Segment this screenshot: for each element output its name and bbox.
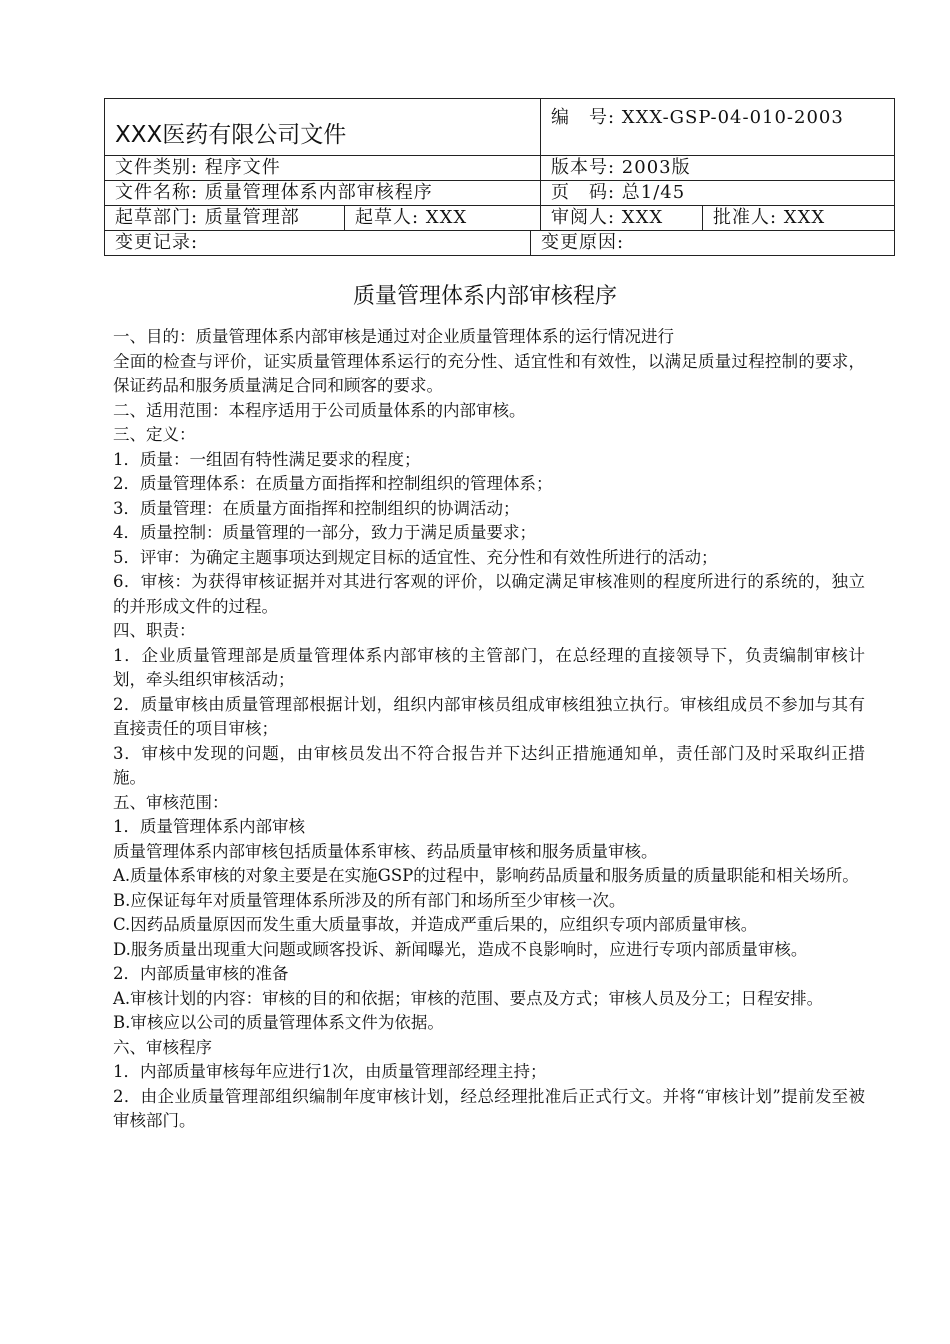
list-item: 2．质量审核由质量管理部根据计划，组织内部审核员组成审核组独立执行。审核组成员不参加与其有直接责任的项目审核； bbox=[113, 694, 865, 738]
list-item: 4．质量控制：质量管理的一部分，致力于满足质量要求； bbox=[113, 523, 536, 542]
change-reason: 变更原因: bbox=[531, 231, 895, 256]
change-record: 变更记录: bbox=[105, 231, 531, 256]
list-item: 6．审核：为获得审核证据并对其进行客观的评价，以确定满足审核准则的程度所进行的系统的，独立的并形成文件的过程。 bbox=[113, 572, 865, 616]
list-item: 1．企业质量管理部是质量管理体系内部审核的主管部门，在总经理的直接领导下，负责编制审核计划，牵头组织审核活动； bbox=[113, 645, 865, 689]
paragraph: 一、目的：质量管理体系内部审核是通过对企业质量管理体系的运行情况进行 bbox=[113, 327, 674, 346]
paragraph: 二、适用范围：本程序适用于公司质量体系的内部审核。 bbox=[113, 400, 526, 420]
list-item: B.审核应以公司的质量管理体系文件为依据。 bbox=[113, 1013, 444, 1032]
section-heading: 四、职责： bbox=[113, 621, 196, 640]
list-item: 2．质量管理体系：在质量方面指挥和控制组织的管理体系； bbox=[113, 474, 553, 493]
page-number: 页 码: 总1/45 bbox=[541, 181, 895, 206]
drafting-department: 起草部门: 质量管理部 bbox=[105, 206, 345, 231]
document-number: 编 号: XXX-GSP-04-010-2003 bbox=[541, 99, 895, 156]
list-item: 2．内部质量审核的准备 bbox=[113, 964, 289, 983]
document-title: 质量管理体系内部审核程序 bbox=[352, 284, 617, 309]
version-number: 版本号: 2003版 bbox=[541, 156, 895, 181]
list-item: C.因药品质量原因而发生重大质量事故，并造成严重后果的，应组织专项内部质量审核。 bbox=[113, 915, 758, 934]
list-item: B.应保证每年对质量管理体系所涉及的所有部门和场所至少审核一次。 bbox=[113, 890, 626, 910]
section-heading: 三、定义： bbox=[113, 425, 196, 444]
drafter: 起草人: XXX bbox=[345, 206, 541, 231]
list-item: 3．审核中发现的问题，由审核员发出不符合报告并下达纠正措施通知单，责任部门及时采取纠正措施。 bbox=[113, 743, 865, 787]
approver: 批准人: XXX bbox=[703, 206, 895, 231]
list-item: D.服务质量出现重大问题或顾客投诉、新闻曝光，造成不良影响时，应进行专项内部质量审核。 bbox=[113, 939, 808, 959]
document-body bbox=[113, 325, 865, 1134]
document-category: 文件类别: 程序文件 bbox=[105, 156, 541, 181]
paragraph: 质量管理体系内部审核包括质量体系审核、药品质量审核和服务质量审核。 bbox=[113, 841, 658, 861]
list-item: A.审核计划的内容：审核的目的和依据；审核的范围、要点及方式；审核人员及分工；日程安排。 bbox=[113, 988, 824, 1008]
list-item: 1．质量：一组固有特性满足要求的程度； bbox=[113, 449, 421, 469]
list-item: 1．内部质量审核每年应进行1次，由质量管理部经理主持； bbox=[113, 1062, 547, 1081]
list-item: 1．质量管理体系内部审核 bbox=[113, 817, 305, 836]
company-name: XXX医药有限公司文件 bbox=[105, 99, 541, 156]
section-heading: 五、审核范围： bbox=[113, 792, 229, 812]
list-item: 3．质量管理：在质量方面指挥和控制组织的协调活动； bbox=[113, 498, 520, 518]
document-name: 文件名称: 质量管理体系内部审核程序 bbox=[105, 181, 541, 206]
list-item: 5．评审：为确定主题事项达到规定目标的适宜性、充分性和有效性所进行的活动； bbox=[113, 547, 718, 567]
list-item: A.质量体系审核的对象主要是在实施GSP的过程中，影响药品质量和服务质量的质量职能和相关场所。 bbox=[113, 866, 859, 885]
reviewer: 审阅人: XXX bbox=[541, 206, 703, 231]
list-item: 2．由企业质量管理部组织编制年度审核计划，经总经理批准后正式行文。并将“审核计划”提前发至被审核部门。 bbox=[113, 1086, 865, 1130]
section-heading: 六、审核程序 bbox=[113, 1037, 212, 1057]
document-header-table bbox=[104, 98, 895, 256]
paragraph: 全面的检查与评价，证实质量管理体系运行的充分性、适宜性和有效性，以满足质量过程控制的要求，保证药品和服务质量满足合同和顾客的要求。 bbox=[113, 351, 865, 395]
